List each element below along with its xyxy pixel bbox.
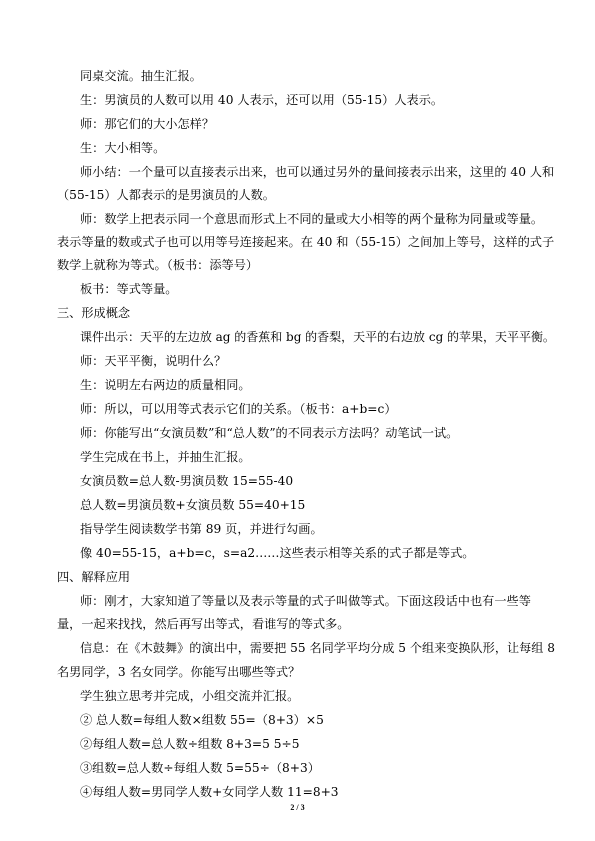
text-line: 学生完成在书上，并抽生汇报。 <box>80 450 251 464</box>
text-line: 名男同学，3 名女同学。你能写出哪些等式？ <box>57 665 301 679</box>
text-line: 师：那它们的大小怎样？ <box>80 117 215 131</box>
text-line: 指导学生阅读数学书第 89 页，并进行勾画。 <box>80 522 323 536</box>
text-line: 女演员数=总人数-男演员数 15=55-40 <box>80 474 294 488</box>
text-line: 总人数=男演员数+女演员数 55=40+15 <box>80 498 306 512</box>
text-line: 表示等量的数或式子也可以用等号连接起来。在 40 和（55-15）之间加上等号，这样的式子 <box>57 235 555 249</box>
text-line: ② 总人数=每组人数×组数 55=（8+3）×5 <box>80 713 324 727</box>
text-line: ③组数=总人数÷每组人数 5=55÷（8+3） <box>80 761 320 775</box>
text-line: 三、形成概念 <box>57 306 131 320</box>
text-line: 生：大小相等。 <box>80 141 166 155</box>
text-line: （55-15）人都表示的是男演员的人数。 <box>57 188 275 202</box>
text-line: 师：你能写出“女演员数”和“总人数”的不同表示方法吗？动笔试一试。 <box>80 426 459 440</box>
text-line: 师：天平平衡，说明什么？ <box>80 354 227 368</box>
text-line: 学生独立思考并完成，小组交流并汇报。 <box>80 689 300 703</box>
text-line: ②每组人数=总人数÷组数 8+3=5 5÷5 <box>80 737 300 751</box>
text-line: 量，一起来找找，然后再写出等式，看谁写的等式多。 <box>57 617 350 631</box>
text-line: 师：刚才，大家知道了等量以及表示等量的式子叫做等式。下面这段话中也有一些等 <box>80 594 531 608</box>
text-line: 师：数学上把表示同一个意思而形式上不同的量或大小相等的两个量称为同量或等量。 <box>80 212 544 226</box>
page-number: 2 / 3 <box>290 803 305 812</box>
text-line: 四、解释应用 <box>57 570 131 584</box>
text-line: 生：说明左右两边的质量相同。 <box>80 378 251 392</box>
text-line: 生：男演员的人数可以用 40 人表示，还可以用（55-15）人表示。 <box>80 93 444 107</box>
text-line: 数学上就称为等式。（板书：添等号） <box>57 258 259 272</box>
text-line: 同桌交流。抽生汇报。 <box>80 69 202 83</box>
text-line: 信息：在《木鼓舞》的演出中，需要把 55 名同学平均分成 5 个组来变换队形，让每组 8 <box>80 641 555 655</box>
text-line: 像 40=55-15，a+b=c，s=a2……这些表示相等关系的式子都是等式。 <box>80 546 475 560</box>
text-line: ④每组人数=男同学人数+女同学人数 11=8+3 <box>80 785 339 799</box>
text-line: 板书：等式等量。 <box>80 282 178 296</box>
text-line: 课件出示：天平的左边放 ag 的香蕉和 bg 的香梨，天平的右边放 cg 的苹果，天平平衡。 <box>80 330 555 344</box>
text-line: 师小结：一个量可以直接表示出来，也可以通过另外的量间接表示出来，这里的 40 人和 <box>80 165 555 179</box>
text-line: 师：所以，可以用等式表示它们的关系。（板书：a+b=c） <box>80 402 397 416</box>
